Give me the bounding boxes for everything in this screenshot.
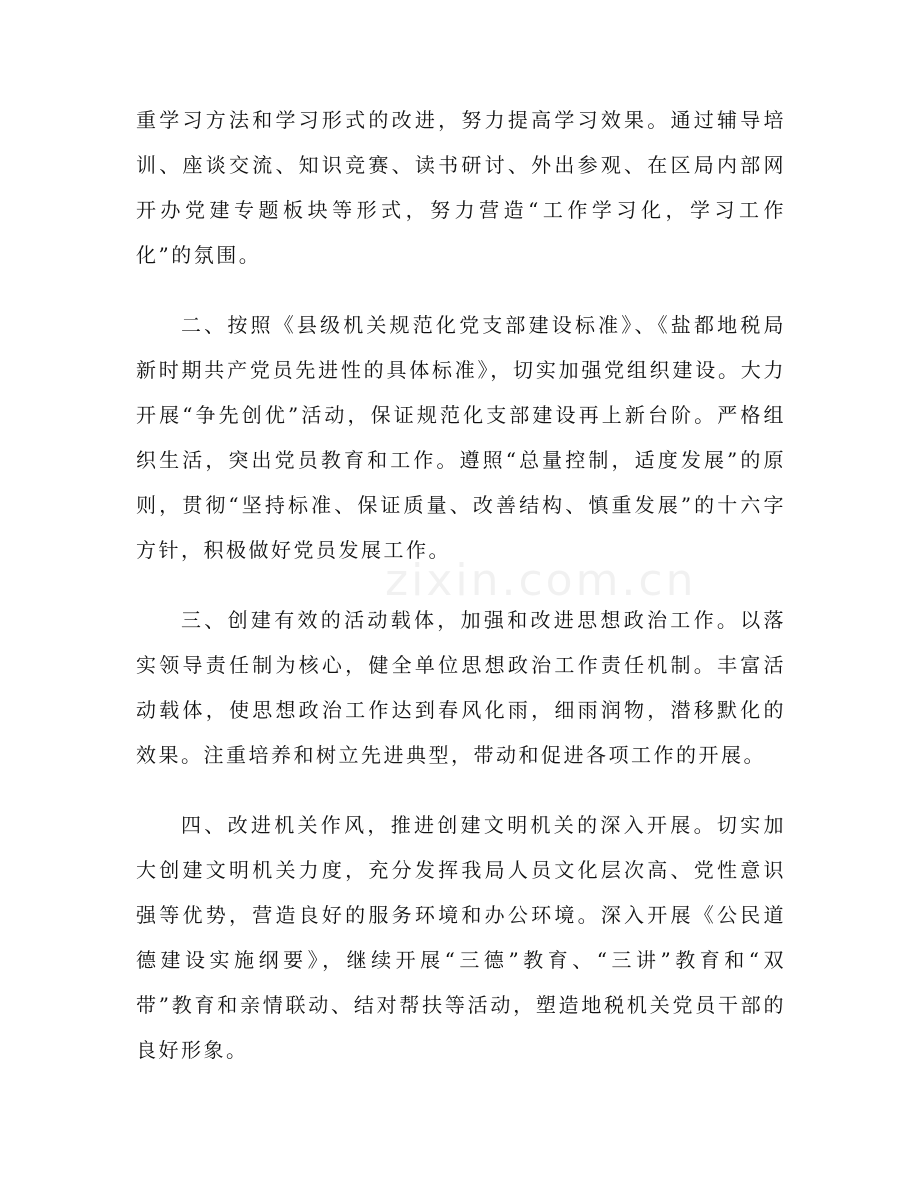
- paragraph-ideological-work: 三、创建有效的活动载体，加强和改进思想政治工作。以落实领导责任制为核心，健全单位思想政治工作责任机制。丰富活动载体，使思想政治工作达到春风化雨，细雨润物，潜移默化的效果。注重培养和树立先进典型，带动和促进各项工作的开展。: [136, 608, 786, 767]
- document-body: [136, 98, 786, 1098]
- paragraph-continuation: 重学习方法和学习形式的改进，努力提高学习效果。通过辅导培训、座谈交流、知识竞赛、读书研讨、外出参观、在区局内部网开办党建专题板块等形式，努力营造“工作学习化，学习工作化”的氛围。: [136, 108, 786, 267]
- paragraph-party-organization: 二、按照《县级机关规范化党支部建设标准》、《盐都地税局新时期共产党员先进性的具体标准》，切实加强党组织建设。大力开展“争先创优”活动，保证规范化支部建设再上新台阶。严格组织生活，突出党员教育和工作。遵照“总量控制，适度发展”的原则，贯彻“坚持标准、保证质量、改善结构、慎重发展”的十六字方针，积极做好党员发展工作。: [136, 313, 786, 562]
- watermark: zixin.com.cn: [385, 555, 697, 606]
- paragraph-work-style: 四、改进机关作风，推进创建文明机关的深入开展。切实加大创建文明机关力度，充分发挥我局人员文化层次高、党性意识强等优势，营造良好的服务环境和办公环境。深入开展《公民道德建设实施纲要》，继续开展“三德”教育、“三讲”教育和“双带”教育和亲情联动、结对帮扶等活动，塑造地税机关党员干部的良好形象。: [136, 813, 786, 1062]
